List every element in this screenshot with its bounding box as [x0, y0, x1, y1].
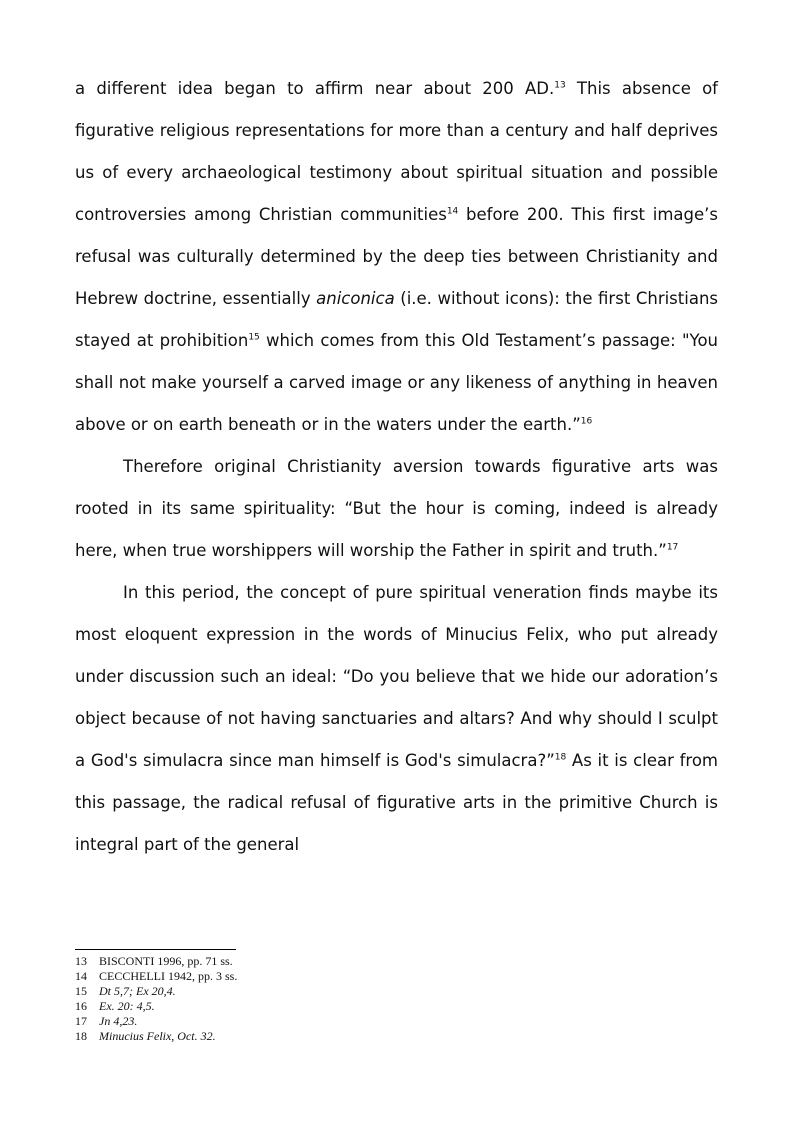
footnote-text: CECCHELLI 1942, pp. 3 ss.	[99, 969, 238, 983]
footnote-text: Ex. 20: 4,5.	[99, 999, 155, 1013]
footnote-separator	[75, 949, 236, 950]
body-text	[75, 68, 718, 866]
paragraph-2-text: Therefore original Christianity aversion towards figurative arts was rooted in its same spirituality: “But the hour is coming, indeed is already here, when true worshippers will worship the Father in spirit and truth.”	[75, 457, 718, 560]
footnote-number: 16	[75, 999, 87, 1013]
footnote-item	[75, 954, 475, 969]
footnotes	[75, 954, 475, 1044]
footnote-ref-16: 16	[580, 416, 593, 427]
italic-term: aniconica	[316, 289, 395, 308]
paragraph-1	[75, 68, 718, 446]
footnote-number: 14	[75, 969, 87, 983]
footnote-number: 13	[75, 954, 87, 968]
footnote-item	[75, 984, 475, 999]
paragraph-1-text-c: before 200. This first image’s refusal was culturally determined by the deep ties between Christianity and Hebrew doctrine, essentially	[75, 205, 718, 308]
footnote-item	[75, 1029, 475, 1044]
footnote-text: Minucius Felix, Oct. 32.	[99, 1029, 216, 1043]
paragraph-2	[75, 446, 718, 572]
paragraph-1-text-d: (i.e. without icons): the first Christians stayed at prohibition	[75, 289, 719, 350]
footnote-number: 17	[75, 1014, 87, 1028]
paragraph-3	[75, 572, 718, 866]
footnote-ref-18: 18	[554, 752, 567, 763]
paragraph-3-text-a: In this period, the concept of pure spiritual veneration finds maybe its most eloquent expression in the words of Minucius Felix, who put already under discussion such an ideal: “Do you believe that we hide our adoration’s object because of not having sanctuaries and altars? And why should I sculpt a God's simulacra since man himself is God's simulacra?”	[75, 583, 718, 770]
footnote-item	[75, 999, 475, 1014]
paragraph-1-text-a: a different idea began to affirm near about 200 AD.	[75, 79, 555, 98]
paragraph-1-text-e: which comes from this Old Testament’s passage: "You shall not make yourself a carved image or any likeness of anything in heaven above or on earth beneath or in the waters under the earth.”	[75, 331, 718, 434]
footnote-ref-17: 17	[666, 542, 679, 553]
footnote-number: 18	[75, 1029, 87, 1043]
paragraph-1-text-b: This absence of figurative religious representations for more than a century and half deprives us of every archaeological testimony about spiritual situation and possible controversies among Christian communities	[75, 79, 718, 224]
footnote-text: BISCONTI 1996, pp. 71 ss.	[99, 954, 233, 968]
footnote-ref-14: 14	[446, 206, 459, 217]
footnote-number: 15	[75, 984, 87, 998]
footnote-text: Dt 5,7; Ex 20,4.	[99, 984, 176, 998]
footnote-ref-13: 13	[554, 80, 566, 91]
footnote-text: Jn 4,23.	[99, 1014, 138, 1028]
footnote-item	[75, 1014, 475, 1029]
footnote-ref-15: 15	[248, 332, 260, 343]
footnote-item	[75, 969, 475, 984]
paragraph-3-text-b: As it is clear from this passage, the radical refusal of figurative arts in the primitive Church is integral part of the general	[75, 751, 718, 854]
